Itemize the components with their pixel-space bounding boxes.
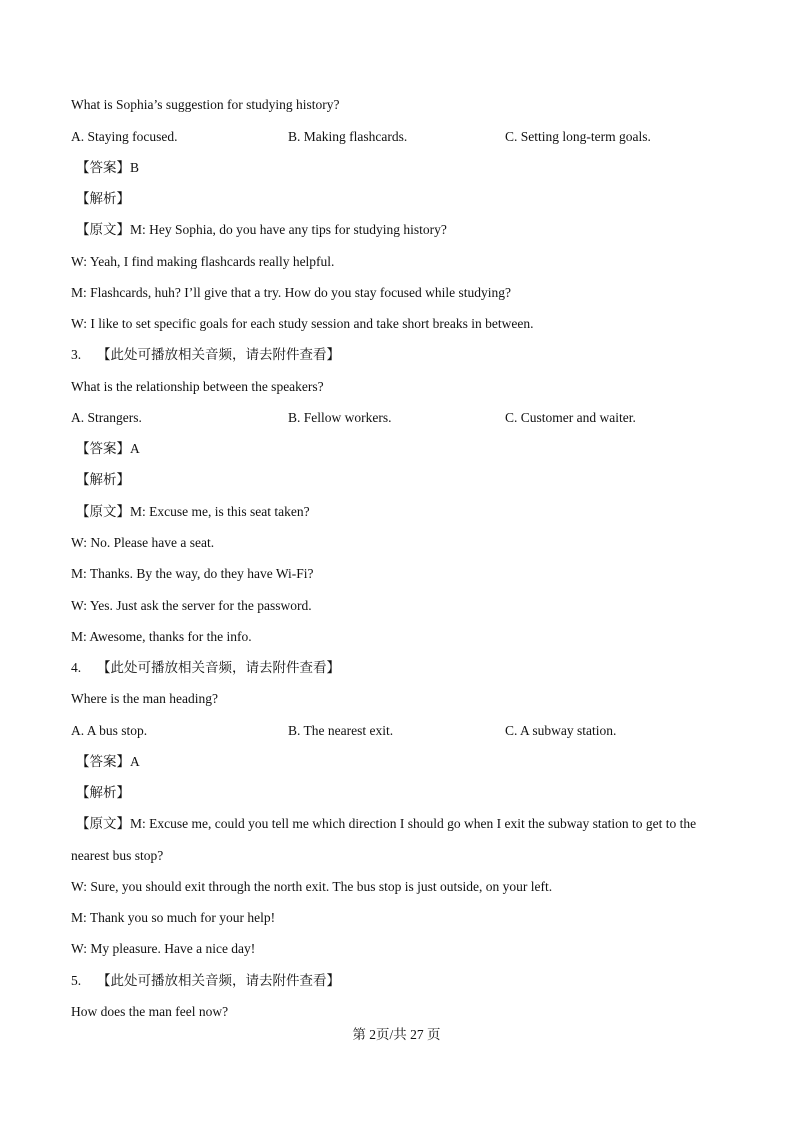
answer-label: 【答案】A bbox=[76, 754, 140, 769]
transcript-line: nearest bus stop? bbox=[71, 848, 164, 863]
option-a: A. Strangers. bbox=[71, 410, 142, 425]
question-text: What is Sophia’s suggestion for studying history? bbox=[71, 97, 340, 112]
question-number: 3. bbox=[71, 347, 82, 362]
question-text: What is the relationship between the speakers? bbox=[71, 379, 324, 394]
analysis-label: 【解析】 bbox=[76, 191, 130, 206]
transcript-line: 【原文】M: Excuse me, could you tell me which direction I should go when I exit the subway station to get to the bbox=[76, 816, 697, 831]
audio-note: 【此处可播放相关音频，请去附件查看】 bbox=[97, 660, 340, 675]
audio-note: 【此处可播放相关音频，请去附件查看】 bbox=[97, 347, 340, 362]
option-a: A. A bus stop. bbox=[71, 723, 148, 738]
answer-label: 【答案】A bbox=[76, 441, 140, 456]
transcript-line: M: Thanks. By the way, do they have Wi-Fi? bbox=[71, 566, 314, 581]
option-c: C. Setting long-term goals. bbox=[505, 129, 651, 144]
question-header bbox=[71, 345, 340, 365]
audio-note: 【此处可播放相关音频，请去附件查看】 bbox=[97, 973, 340, 988]
options-row bbox=[71, 408, 636, 428]
transcript-line: W: Yeah, I find making flashcards really helpful. bbox=[71, 254, 335, 269]
options-row bbox=[71, 721, 616, 741]
transcript-line: W: I like to set specific goals for each study session and take short breaks in between. bbox=[71, 316, 534, 331]
question-number: 5. bbox=[71, 973, 82, 988]
question-text: How does the man feel now? bbox=[71, 1004, 229, 1019]
analysis-label: 【解析】 bbox=[76, 472, 130, 487]
option-b: B. Making flashcards. bbox=[288, 129, 408, 144]
transcript-line: 【原文】M: Hey Sophia, do you have any tips for studying history? bbox=[76, 222, 447, 237]
option-a: A. Staying focused. bbox=[71, 129, 178, 144]
question-text: Where is the man heading? bbox=[71, 691, 218, 706]
option-c: C. A subway station. bbox=[505, 723, 617, 738]
question-header bbox=[71, 971, 340, 991]
transcript-line: M: Thank you so much for your help! bbox=[71, 910, 276, 925]
page-footer: 第 2页/共 27 页 bbox=[352, 1027, 441, 1042]
transcript-line: W: Yes. Just ask the server for the password. bbox=[71, 598, 312, 613]
transcript-line: W: Sure, you should exit through the north exit. The bus stop is just outside, on your left. bbox=[71, 879, 553, 894]
option-c: C. Customer and waiter. bbox=[505, 410, 636, 425]
option-b: B. Fellow workers. bbox=[288, 410, 392, 425]
question-number: 4. bbox=[71, 660, 82, 675]
analysis-label: 【解析】 bbox=[76, 785, 130, 800]
transcript-line: M: Awesome, thanks for the info. bbox=[71, 629, 252, 644]
answer-label: 【答案】B bbox=[76, 160, 140, 175]
options-row bbox=[71, 127, 651, 147]
transcript-line: W: No. Please have a seat. bbox=[71, 535, 215, 550]
transcript-line: 【原文】M: Excuse me, is this seat taken? bbox=[76, 504, 310, 519]
transcript-line: M: Flashcards, huh? I’ll give that a try. How do you stay focused while studying? bbox=[71, 285, 512, 300]
option-b: B. The nearest exit. bbox=[288, 723, 394, 738]
transcript-line: W: My pleasure. Have a nice day! bbox=[71, 941, 256, 956]
question-header bbox=[71, 658, 340, 678]
